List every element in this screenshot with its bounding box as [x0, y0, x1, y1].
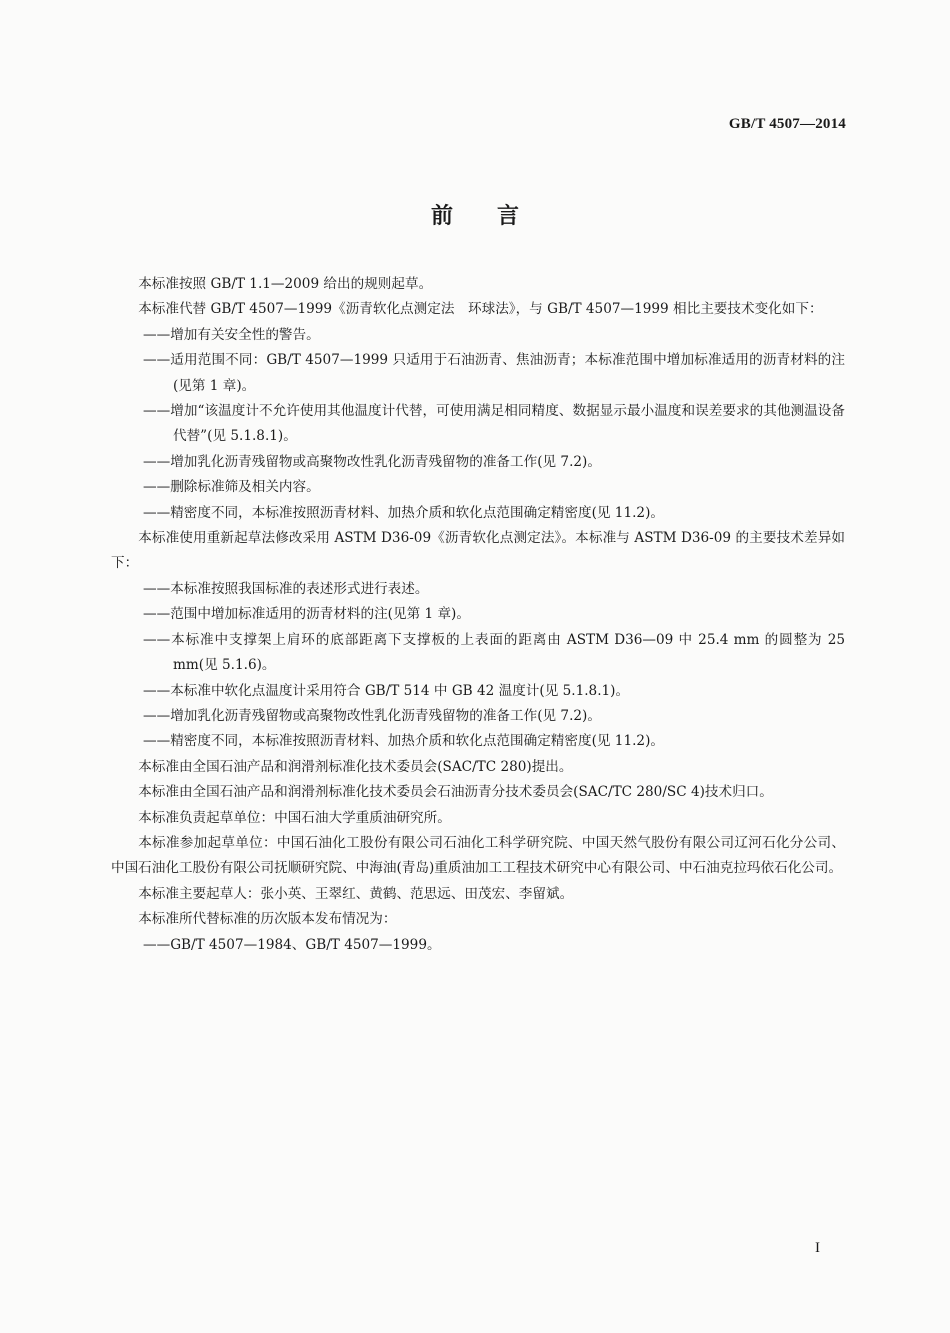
paragraph: 本标准参加起草单位：中国石油化工股份有限公司石油化工科学研究院、中国天然气股份有限公司辽河石化分公司、中国石油化工股份有限公司抚顺研究院、中海油(青岛)重质油加工工程技术研究中心有限公司、中石油克拉玛依石化公司。 — [111, 834, 845, 877]
paragraph: 本标准代替 GB/T 4507—1999《沥青软化点测定法 环球法》，与 GB/T 4507—1999 相比主要技术变化如下： — [138, 301, 823, 318]
page-title: 前言 — [430, 203, 563, 229]
paragraph: 本标准所代替标准的历次版本发布情况为： — [138, 911, 397, 928]
list-item: ——增加“该温度计不允许使用其他温度计代替，可使用满足相同精度、数据显示最小温度和误差要求的其他测温设备代替”(见 5.1.8.1)。 — [143, 403, 845, 445]
list-item: ——增加乳化沥青残留物或高聚物改性乳化沥青残留物的准备工作(见 7.2)。 — [143, 707, 601, 724]
list-item: ——精密度不同，本标准按照沥青材料、加热介质和软化点范围确定精密度(见 11.2)。 — [143, 504, 664, 521]
paragraph: 本标准使用重新起草法修改采用 ASTM D36-09《沥青软化点测定法》。本标准与 ASTM D36-09 的主要技术差异如下： — [111, 530, 845, 572]
list-item: ——增加乳化沥青残留物或高聚物改性乳化沥青残留物的准备工作(见 7.2)。 — [143, 453, 601, 470]
list-item: ——GB/T 4507—1984、GB/T 4507—1999。 — [143, 936, 441, 953]
paragraph: 本标准按照 GB/T 1.1—2009 给出的规则起草。 — [138, 276, 433, 292]
paragraph: 本标准负责起草单位：中国石油大学重质油研究所。 — [138, 809, 451, 826]
list-item: ——本标准中软化点温度计采用符合 GB/T 514 中 GB 42 温度计(见 5.1.8.1)。 — [143, 682, 630, 699]
page-number: I — [815, 1240, 820, 1256]
standard-code: GB/T 4507—2014 — [728, 116, 846, 132]
paragraph: 本标准由全国石油产品和润滑剂标准化技术委员会(SAC/TC 280)提出。 — [138, 758, 573, 775]
list-item: ——范围中增加标准适用的沥青材料的注(见第 1 章)。 — [143, 606, 470, 623]
list-item: ——增加有关安全性的警告。 — [143, 326, 320, 343]
paragraph: 本标准主要起草人：张小英、王翠红、黄鹤、范思远、田茂宏、李留斌。 — [138, 885, 574, 902]
paragraph: 本标准由全国石油产品和润滑剂标准化技术委员会石油沥青分技术委员会(SAC/TC 280/SC 4)技术归口。 — [138, 784, 773, 801]
list-item: ——本标准按照我国标准的表述形式进行表述。 — [143, 580, 429, 597]
list-item: ——本标准中支撑架上肩环的底部距离下支撑板的上表面的距离由 ASTM D36—09 中 25.4 mm 的圆整为 25 mm(见 5.1.6)。 — [143, 631, 845, 674]
list-item: ——精密度不同，本标准按照沥青材料、加热介质和软化点范围确定精密度(见 11.2)。 — [143, 733, 664, 750]
list-item: ——删除标准筛及相关内容。 — [143, 479, 320, 496]
list-item: ——适用范围不同：GB/T 4507—1999 只适用于石油沥青、焦油沥青；本标准范围中增加标准适用的沥青材料的注(见第 1 章)。 — [143, 352, 845, 394]
document-body — [111, 272, 845, 958]
